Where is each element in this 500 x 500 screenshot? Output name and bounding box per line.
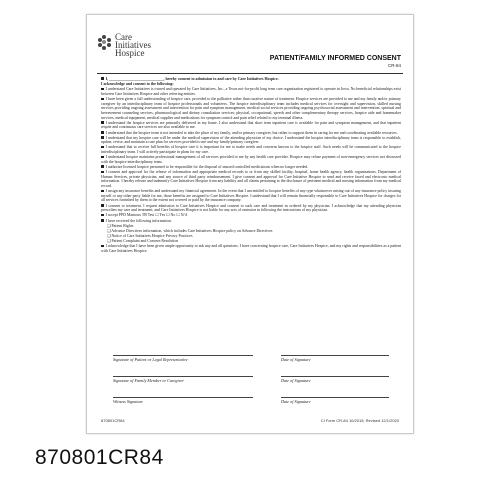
consent-item: I understand hospice maintains professional management of all services provided to me by any health care provider. Hospice may refuse payment of non-emergency services not discussed with the hospice interdisciplinary team. — [101, 155, 401, 164]
signature-section — [113, 349, 387, 412]
brand-line-2: Initiatives — [115, 40, 151, 50]
consent-item: I consent and approval for the release of information and appropriate medical records to or from any skilled facility, hospital, home health agency, health organizations, Department of Human Services, private physician, and any source of third party reimbursement. I give consent and approval for Care Initiative Hospice to send and receive faxed and electronic medical information. I hereby release and indemnify Care Initiatives Hospice from any liability and all claims pertaining to the disclosure of pertinent medical and nursing information from my medical record. — [101, 170, 401, 188]
date-line[interactable] — [281, 355, 389, 356]
consent-item: I authorize licensed hospice personnel to be responsible for the disposal of unused controlled medications when no longer needed. — [101, 165, 401, 170]
footer-revision: CI Form CR-84 10/2015; Revised 12/1/2020 — [320, 418, 399, 423]
signature-label: Signature of Family Member or Caregiver — [113, 378, 184, 383]
final-acknowledgement: I acknowledge that I have been given ample opportunity to ask any and all questions. I have concerning hospice care, Care Initiatives Hospice, and my rights and responsibilities as a patient with Care Initiatives Hospice. — [101, 244, 401, 254]
acknowledge-heading: I acknowledge and consent to the following: — [101, 82, 174, 87]
checklist-item: ❑ Advance Directives information, which includes Care Initiatives Hospice policy on Advance Directives — [107, 228, 273, 233]
date-label: Date of Signature — [281, 357, 311, 362]
signature-line[interactable] — [113, 397, 253, 398]
form-title: PATIENT/FAMILY INFORMED CONSENT — [269, 55, 401, 62]
consent-item: I understand Care Initiatives is owned and operated by Care Initiatives, Inc., a Texas not-for-profit long term care organization registered to operate in Iowa. No beneficial relationships exist between Care Initiatives Hospice and other referring entities. — [101, 87, 401, 96]
flower-logo-icon — [97, 35, 111, 49]
signature-label: Signature of Patient or Legal Representative — [113, 357, 188, 362]
signature-row — [113, 391, 387, 412]
date-label: Date of Signature — [281, 378, 311, 383]
consent-item: I understand that to receive full benefits of hospice care it is important for me to make needs and concerns known to the hospice staff. Such needs will be communicated to the hospice interdisciplinary team. I will actively participate in plans for my care. — [101, 145, 401, 155]
date-label: Date of Signature — [281, 399, 311, 404]
signature-label: Witness Signature — [113, 399, 143, 404]
product-code: 870801CR84 — [35, 446, 164, 469]
consent-body — [101, 77, 401, 254]
brand-line-1: Care — [115, 32, 132, 42]
header-divider — [97, 73, 403, 74]
consent-intro: I, ____________________________, hereby consent to admission to and care by Care Initiatives Hospice. — [101, 77, 401, 82]
form-code: CR-84 — [387, 63, 401, 68]
consent-item: I have been given a full understanding of hospice care, provided to the palliative rather than curative nature of treatment. Hospice services are provided to me and my family and/or primary caregiver by an interdisciplinary team of hospice professionals and volunteers. The hospice interdisciplinary team includes medical services for oversight and supervision, skilled nursing services providing ongoing assessment and intervention for pain and symptom management, medical social services providing ongoing psychosocial assessment and intervention, spiritual and bereavement counseling services, pharmacological and dietary consultation services; physical, occupational, speech and other complementary therapy services, hospice aide and homemaker services, medical equipment, medical supplies and medications for symptom control and pain relief related to my terminal illness. — [101, 97, 401, 120]
signature-line[interactable] — [113, 355, 253, 356]
care-initiatives-logo — [97, 33, 151, 57]
footer-form-number: 870801CR84 — [101, 418, 125, 423]
date-line[interactable] — [281, 376, 389, 377]
signature-row — [113, 370, 387, 391]
tb-test-item: I accept PPD Mantoux TB Test ☐ Yes ☐ No ☐ N/A — [101, 213, 401, 218]
checklist-item: ❑ Notice of Care Initiatives Hospice Privacy Practices — [107, 234, 193, 239]
signature-row — [113, 349, 387, 370]
consent-item: I understand the hospice services are primarily delivered in my home. I also understand that short term inpatient care is available for pain and symptom management, and that inpatient respite and continuous care services are also available to me. — [101, 120, 401, 130]
checklist-item: ❑ Patient Rights — [107, 223, 134, 228]
date-line[interactable] — [281, 397, 389, 398]
received-info-item: I have received the following information: — [101, 219, 401, 224]
brand-line-3: Hospice — [115, 48, 145, 58]
consent-item: I understand that my hospice care will be under the medical supervision of the attending physician of my choice. I understand the hospice interdisciplinary team is responsible to establish, update, revise, and maintain a care plan for services provided to me and my family/primary caregiver. — [101, 135, 401, 145]
consent-item: I assign any insurance benefits and understand my financial agreement. In the event that I am entitled to hospice benefits of any type whatsoever arising out of any insurance policy insuring myself or any other party liable for me, those benefits are assigned to Care Initiatives Hospice. I understand that I will remain financially responsible to Care Initiatives Hospice for charges for all services furnished by them to the extent not covered or paid by the insurance company. — [101, 189, 401, 203]
consent-form-page — [86, 14, 414, 434]
consent-item: I consent to treatment. I request admission to Care Initiatives Hospice and consent to such care and treatment as ordered by my physician. I acknowledge that my attending physician prescribes my care and treatment, and Care Initiatives Hospice is not liable for any acts of omission in following the instructions of my physician. — [101, 203, 401, 213]
consent-item: I understand that the hospice team is not intended to take the place of my family, and/or primary caregiver, but rather to support them in caring for me and coordinating available resources. — [101, 131, 401, 136]
signature-line[interactable] — [113, 376, 253, 377]
checklist-item: ❑ Patient Complaint and Concern Resolution — [107, 239, 179, 244]
